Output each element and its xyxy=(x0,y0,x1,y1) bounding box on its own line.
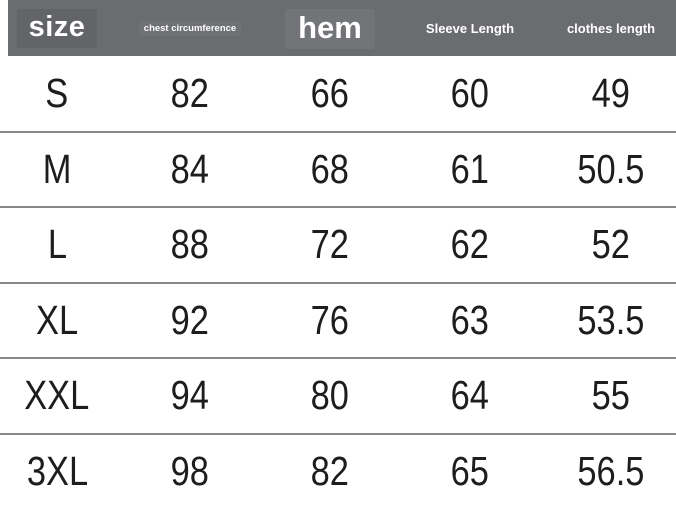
cell-value: 50.5 xyxy=(577,145,645,192)
cell-value: 60 xyxy=(450,70,490,117)
cell-value: 88 xyxy=(170,221,210,268)
cell-value: 3XL xyxy=(26,447,88,494)
table-row-l xyxy=(0,206,676,282)
cell-hem xyxy=(266,221,394,268)
header-cell-size xyxy=(0,9,114,48)
cell-value: 49 xyxy=(591,70,631,117)
cell-value: 94 xyxy=(170,372,210,419)
cell-chest xyxy=(114,296,266,343)
cell-value: 66 xyxy=(310,70,350,117)
cell-value: 72 xyxy=(310,221,350,268)
header-cell-hem xyxy=(266,9,394,49)
cell-value: 92 xyxy=(170,296,210,343)
cell-hem xyxy=(266,296,394,343)
cell-chest xyxy=(114,145,266,192)
cell-size xyxy=(0,372,114,419)
cell-value: 62 xyxy=(450,221,490,268)
cell-value: 82 xyxy=(170,70,210,117)
cell-value: 65 xyxy=(450,447,490,494)
cell-sleeve xyxy=(394,70,546,117)
cell-value: XXL xyxy=(24,372,90,419)
header-label-sleeve-length: Sleeve Length xyxy=(425,20,515,36)
header-cell-clothes-length xyxy=(546,21,676,37)
header-cell-sleeve-length xyxy=(394,21,546,37)
cell-sleeve xyxy=(394,372,546,419)
header-label-hem: hem xyxy=(285,9,375,49)
cell-value: 55 xyxy=(591,372,631,419)
table-row-xxl xyxy=(0,357,676,433)
cell-value: 84 xyxy=(170,145,210,192)
cell-value: M xyxy=(42,145,72,192)
cell-size xyxy=(0,221,114,268)
table-row-m xyxy=(0,131,676,207)
cell-clothes xyxy=(546,296,676,343)
table-row-xl xyxy=(0,282,676,358)
cell-size xyxy=(0,447,114,494)
cell-value: 61 xyxy=(450,145,490,192)
cell-clothes xyxy=(546,145,676,192)
cell-chest xyxy=(114,221,266,268)
header-label-chest-circumference: chest circumference xyxy=(139,21,241,37)
cell-sleeve xyxy=(394,296,546,343)
cell-hem xyxy=(266,447,394,494)
header-row xyxy=(0,0,676,57)
cell-value: 82 xyxy=(310,447,350,494)
cell-clothes xyxy=(546,447,676,494)
cell-size xyxy=(0,70,114,117)
cell-value: XL xyxy=(35,296,79,343)
cell-value: 63 xyxy=(450,296,490,343)
table-header xyxy=(0,0,676,57)
cell-clothes xyxy=(546,372,676,419)
table-row-s xyxy=(0,57,676,131)
cell-size xyxy=(0,145,114,192)
cell-value: 56.5 xyxy=(577,447,645,494)
cell-hem xyxy=(266,372,394,419)
cell-value: 68 xyxy=(310,145,350,192)
cell-size xyxy=(0,296,114,343)
header-label-size: size xyxy=(17,9,98,48)
cell-value: 52 xyxy=(591,221,631,268)
header-label-clothes-length: clothes length xyxy=(566,20,656,36)
cell-clothes xyxy=(546,221,676,268)
cell-sleeve xyxy=(394,145,546,192)
header-cell-chest-circumference xyxy=(114,21,266,37)
cell-hem xyxy=(266,145,394,192)
cell-value: 76 xyxy=(310,296,350,343)
table-row-3xl xyxy=(0,433,676,508)
table-body xyxy=(0,57,676,508)
cell-sleeve xyxy=(394,447,546,494)
cell-value: 80 xyxy=(310,372,350,419)
cell-value: 53.5 xyxy=(577,296,645,343)
cell-clothes xyxy=(546,70,676,117)
cell-hem xyxy=(266,70,394,117)
cell-value: L xyxy=(47,221,67,268)
cell-value: 98 xyxy=(170,447,210,494)
cell-chest xyxy=(114,372,266,419)
cell-value: S xyxy=(45,70,69,117)
cell-chest xyxy=(114,447,266,494)
cell-chest xyxy=(114,70,266,117)
cell-value: 64 xyxy=(450,372,490,419)
cell-sleeve xyxy=(394,221,546,268)
